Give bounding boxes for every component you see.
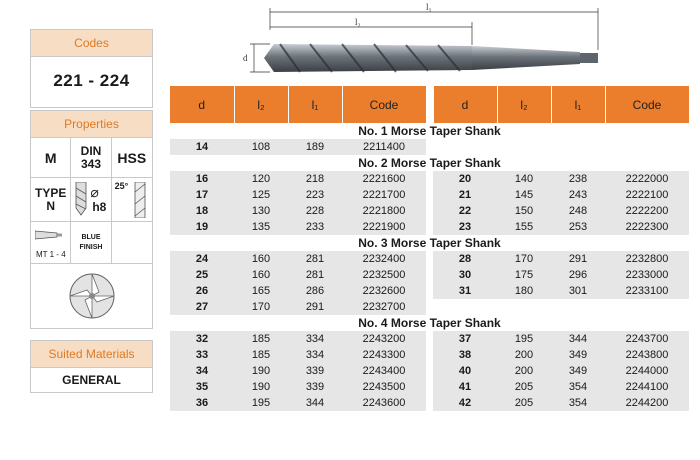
table-header <box>170 86 689 123</box>
l1-cell: 296 <box>551 267 605 283</box>
cross-section-row <box>31 264 152 329</box>
gap-cell <box>426 203 433 219</box>
diameter-icon: ⌀ <box>90 184 99 200</box>
table-row <box>170 347 689 363</box>
codes-value: 221 - 224 <box>53 71 130 90</box>
tolerance-value: h8 <box>92 200 107 214</box>
table-row <box>170 331 689 347</box>
d-label: d <box>243 53 248 63</box>
finish-line1: BLUE <box>81 233 101 241</box>
type-value: N <box>46 198 55 213</box>
empty-cell <box>112 222 152 264</box>
drill-diagram <box>240 0 610 80</box>
d-cell: 36 <box>170 395 234 411</box>
d-cell: 24 <box>170 251 234 267</box>
code-cell: 2243200 <box>342 331 426 347</box>
d-cell: 34 <box>170 363 234 379</box>
d-cell: 28 <box>433 251 497 267</box>
table-row <box>170 363 689 379</box>
gap-cell <box>426 187 433 203</box>
code-cell: 2243500 <box>342 379 426 395</box>
d-cell: 33 <box>170 347 234 363</box>
l1-cell: 354 <box>551 379 605 395</box>
suited-value: GENERAL <box>62 373 121 387</box>
l2-cell: 195 <box>497 331 551 347</box>
gap-cell <box>426 363 433 379</box>
code-cell: 2243700 <box>605 331 689 347</box>
d-cell: 21 <box>433 187 497 203</box>
l1-cell: 233 <box>288 219 342 235</box>
gap-cell <box>426 219 433 235</box>
l2-cell: 170 <box>234 299 288 315</box>
d-cell: 42 <box>433 395 497 411</box>
code-cell: 2232700 <box>342 299 426 315</box>
d-cell: 14 <box>170 139 234 155</box>
l1-cell: 354 <box>551 395 605 411</box>
l2-cell: 185 <box>234 331 288 347</box>
d-cell: 19 <box>170 219 234 235</box>
l1-cell: 218 <box>288 171 342 187</box>
codes-title: Codes <box>31 30 152 57</box>
col-d-right: d <box>433 86 497 123</box>
code-cell: 2233100 <box>605 283 689 299</box>
col-l2-right: l₂ <box>497 86 551 123</box>
d-cell: 16 <box>170 171 234 187</box>
code-cell: 2222300 <box>605 219 689 235</box>
d-cell: 40 <box>433 363 497 379</box>
d-cell: 32 <box>170 331 234 347</box>
l1-cell: 349 <box>551 347 605 363</box>
angle-value: 25° <box>114 181 129 191</box>
finish-cell <box>71 222 111 264</box>
table-row <box>170 395 689 411</box>
section-title: No. 2 Morse Taper Shank <box>170 155 689 171</box>
code-cell: 2232800 <box>605 251 689 267</box>
d-cell: 41 <box>433 379 497 395</box>
table-row <box>170 251 689 267</box>
section-title: No. 3 Morse Taper Shank <box>170 235 689 251</box>
l2-cell: 165 <box>234 283 288 299</box>
d-cell: 35 <box>170 379 234 395</box>
code-cell: 2243800 <box>605 347 689 363</box>
d-cell: 38 <box>433 347 497 363</box>
gap-cell <box>426 395 433 411</box>
drill-shank <box>472 46 580 70</box>
l1-cell: 334 <box>288 331 342 347</box>
code-cell: 2243300 <box>342 347 426 363</box>
hss-label: HSS <box>112 138 152 178</box>
l1-cell: 253 <box>551 219 605 235</box>
code-cell: 2211400 <box>342 139 426 155</box>
table-row <box>170 187 689 203</box>
table-row <box>170 139 689 155</box>
code-cell: 2222200 <box>605 203 689 219</box>
d-cell: 23 <box>433 219 497 235</box>
l2-cell: 125 <box>234 187 288 203</box>
l1-cell: 349 <box>551 363 605 379</box>
col-l2-left: l₂ <box>234 86 288 123</box>
l1-cell: 344 <box>288 395 342 411</box>
l2-cell: 195 <box>234 395 288 411</box>
din-cell <box>71 138 111 178</box>
angle-cell <box>112 178 152 222</box>
empty-cell <box>433 299 497 315</box>
l1-cell: 291 <box>288 299 342 315</box>
section-title-row <box>170 235 689 251</box>
code-cell: 2221800 <box>342 203 426 219</box>
gap-cell <box>426 267 433 283</box>
spec-table <box>170 86 690 411</box>
gap-cell <box>426 331 433 347</box>
l2-cell: 190 <box>234 363 288 379</box>
l2-cell: 200 <box>497 347 551 363</box>
empty-cell <box>497 139 551 155</box>
l1-cell: 281 <box>288 251 342 267</box>
type-cell <box>31 178 71 222</box>
col-l1-left: l₁ <box>288 86 342 123</box>
l1-label: l₁ <box>426 2 432 12</box>
l1-cell: 189 <box>288 139 342 155</box>
col-gap <box>426 86 433 123</box>
gap-cell <box>426 251 433 267</box>
gap-cell <box>426 299 433 315</box>
material-m: M <box>31 138 71 178</box>
section-title-row <box>170 123 689 139</box>
l1-cell: 339 <box>288 363 342 379</box>
d-cell: 26 <box>170 283 234 299</box>
l1-cell: 339 <box>288 379 342 395</box>
l2-cell: 155 <box>497 219 551 235</box>
l2-cell: 180 <box>497 283 551 299</box>
d-cell: 25 <box>170 267 234 283</box>
l1-cell: 286 <box>288 283 342 299</box>
finish-line2: FINISH <box>79 243 103 251</box>
l1-cell: 344 <box>551 331 605 347</box>
empty-cell <box>497 299 551 315</box>
d-cell: 31 <box>433 283 497 299</box>
code-cell: 2244000 <box>605 363 689 379</box>
din-number: 343 <box>80 156 101 171</box>
table-row <box>170 203 689 219</box>
d-cell: 20 <box>433 171 497 187</box>
col-code-left: Code <box>342 86 426 123</box>
empty-cell <box>433 139 497 155</box>
l2-cell: 205 <box>497 379 551 395</box>
helix-angle-icon <box>132 182 148 218</box>
tolerance-cell <box>71 178 111 222</box>
col-l1-right: l₁ <box>551 86 605 123</box>
code-cell: 2244100 <box>605 379 689 395</box>
gap-cell <box>426 347 433 363</box>
empty-cell <box>605 139 689 155</box>
l1-cell: 301 <box>551 283 605 299</box>
l1-cell: 291 <box>551 251 605 267</box>
properties-panel <box>30 110 153 329</box>
code-cell: 2222100 <box>605 187 689 203</box>
l2-cell: 185 <box>234 347 288 363</box>
table-row <box>170 299 689 315</box>
shank-value: MT 1 - 4 <box>36 250 66 259</box>
l2-cell: 170 <box>497 251 551 267</box>
d-cell: 22 <box>433 203 497 219</box>
gap-cell <box>426 171 433 187</box>
section-title: No. 4 Morse Taper Shank <box>170 315 689 331</box>
d-cell: 37 <box>433 331 497 347</box>
suited-title: Suited Materials <box>31 341 152 368</box>
l2-cell: 150 <box>497 203 551 219</box>
l2-cell: 160 <box>234 251 288 267</box>
col-code-right: Code <box>605 86 689 123</box>
l2-cell: 140 <box>497 171 551 187</box>
d-cell: 27 <box>170 299 234 315</box>
l2-cell: 205 <box>497 395 551 411</box>
l1-cell: 334 <box>288 347 342 363</box>
l2-cell: 135 <box>234 219 288 235</box>
code-cell: 2232400 <box>342 251 426 267</box>
suited-panel <box>30 340 153 393</box>
din-label: DIN <box>80 143 102 158</box>
table-row <box>170 171 689 187</box>
empty-cell <box>551 139 605 155</box>
gap-cell <box>426 139 433 155</box>
code-cell: 2232600 <box>342 283 426 299</box>
table-row <box>170 219 689 235</box>
l2-cell: 108 <box>234 139 288 155</box>
empty-cell <box>551 299 605 315</box>
col-d-left: d <box>170 86 234 123</box>
l2-label: l₂ <box>355 17 361 27</box>
drill-tang <box>580 53 598 63</box>
gap-cell <box>426 283 433 299</box>
drill-tip-icon <box>74 182 88 216</box>
l2-cell: 190 <box>234 379 288 395</box>
shank-cell <box>31 222 71 264</box>
table-row <box>170 283 689 299</box>
table-row <box>170 267 689 283</box>
taper-shank-icon <box>35 228 63 242</box>
empty-cell <box>605 299 689 315</box>
l2-cell: 145 <box>497 187 551 203</box>
type-label: TYPE <box>34 185 67 200</box>
l1-cell: 248 <box>551 203 605 219</box>
l2-cell: 130 <box>234 203 288 219</box>
code-cell: 2232500 <box>342 267 426 283</box>
code-cell: 2233000 <box>605 267 689 283</box>
section-title-row <box>170 155 689 171</box>
l2-cell: 200 <box>497 363 551 379</box>
l1-cell: 243 <box>551 187 605 203</box>
l2-cell: 175 <box>497 267 551 283</box>
l1-cell: 281 <box>288 267 342 283</box>
section-title-row <box>170 315 689 331</box>
l1-cell: 223 <box>288 187 342 203</box>
table-row <box>170 379 689 395</box>
properties-title: Properties <box>31 111 152 138</box>
section-title: No. 1 Morse Taper Shank <box>170 123 689 139</box>
gap-cell <box>426 379 433 395</box>
codes-panel <box>30 29 153 108</box>
l1-cell: 238 <box>551 171 605 187</box>
code-cell: 2243600 <box>342 395 426 411</box>
code-cell: 2221700 <box>342 187 426 203</box>
d-cell: 30 <box>433 267 497 283</box>
d-cell: 18 <box>170 203 234 219</box>
d-cell: 17 <box>170 187 234 203</box>
code-cell: 2243400 <box>342 363 426 379</box>
l1-cell: 228 <box>288 203 342 219</box>
code-cell: 2221600 <box>342 171 426 187</box>
code-cell: 2221900 <box>342 219 426 235</box>
l2-cell: 120 <box>234 171 288 187</box>
code-cell: 2244200 <box>605 395 689 411</box>
code-cell: 2222000 <box>605 171 689 187</box>
l2-cell: 160 <box>234 267 288 283</box>
drill-cross-section-icon <box>57 268 127 324</box>
